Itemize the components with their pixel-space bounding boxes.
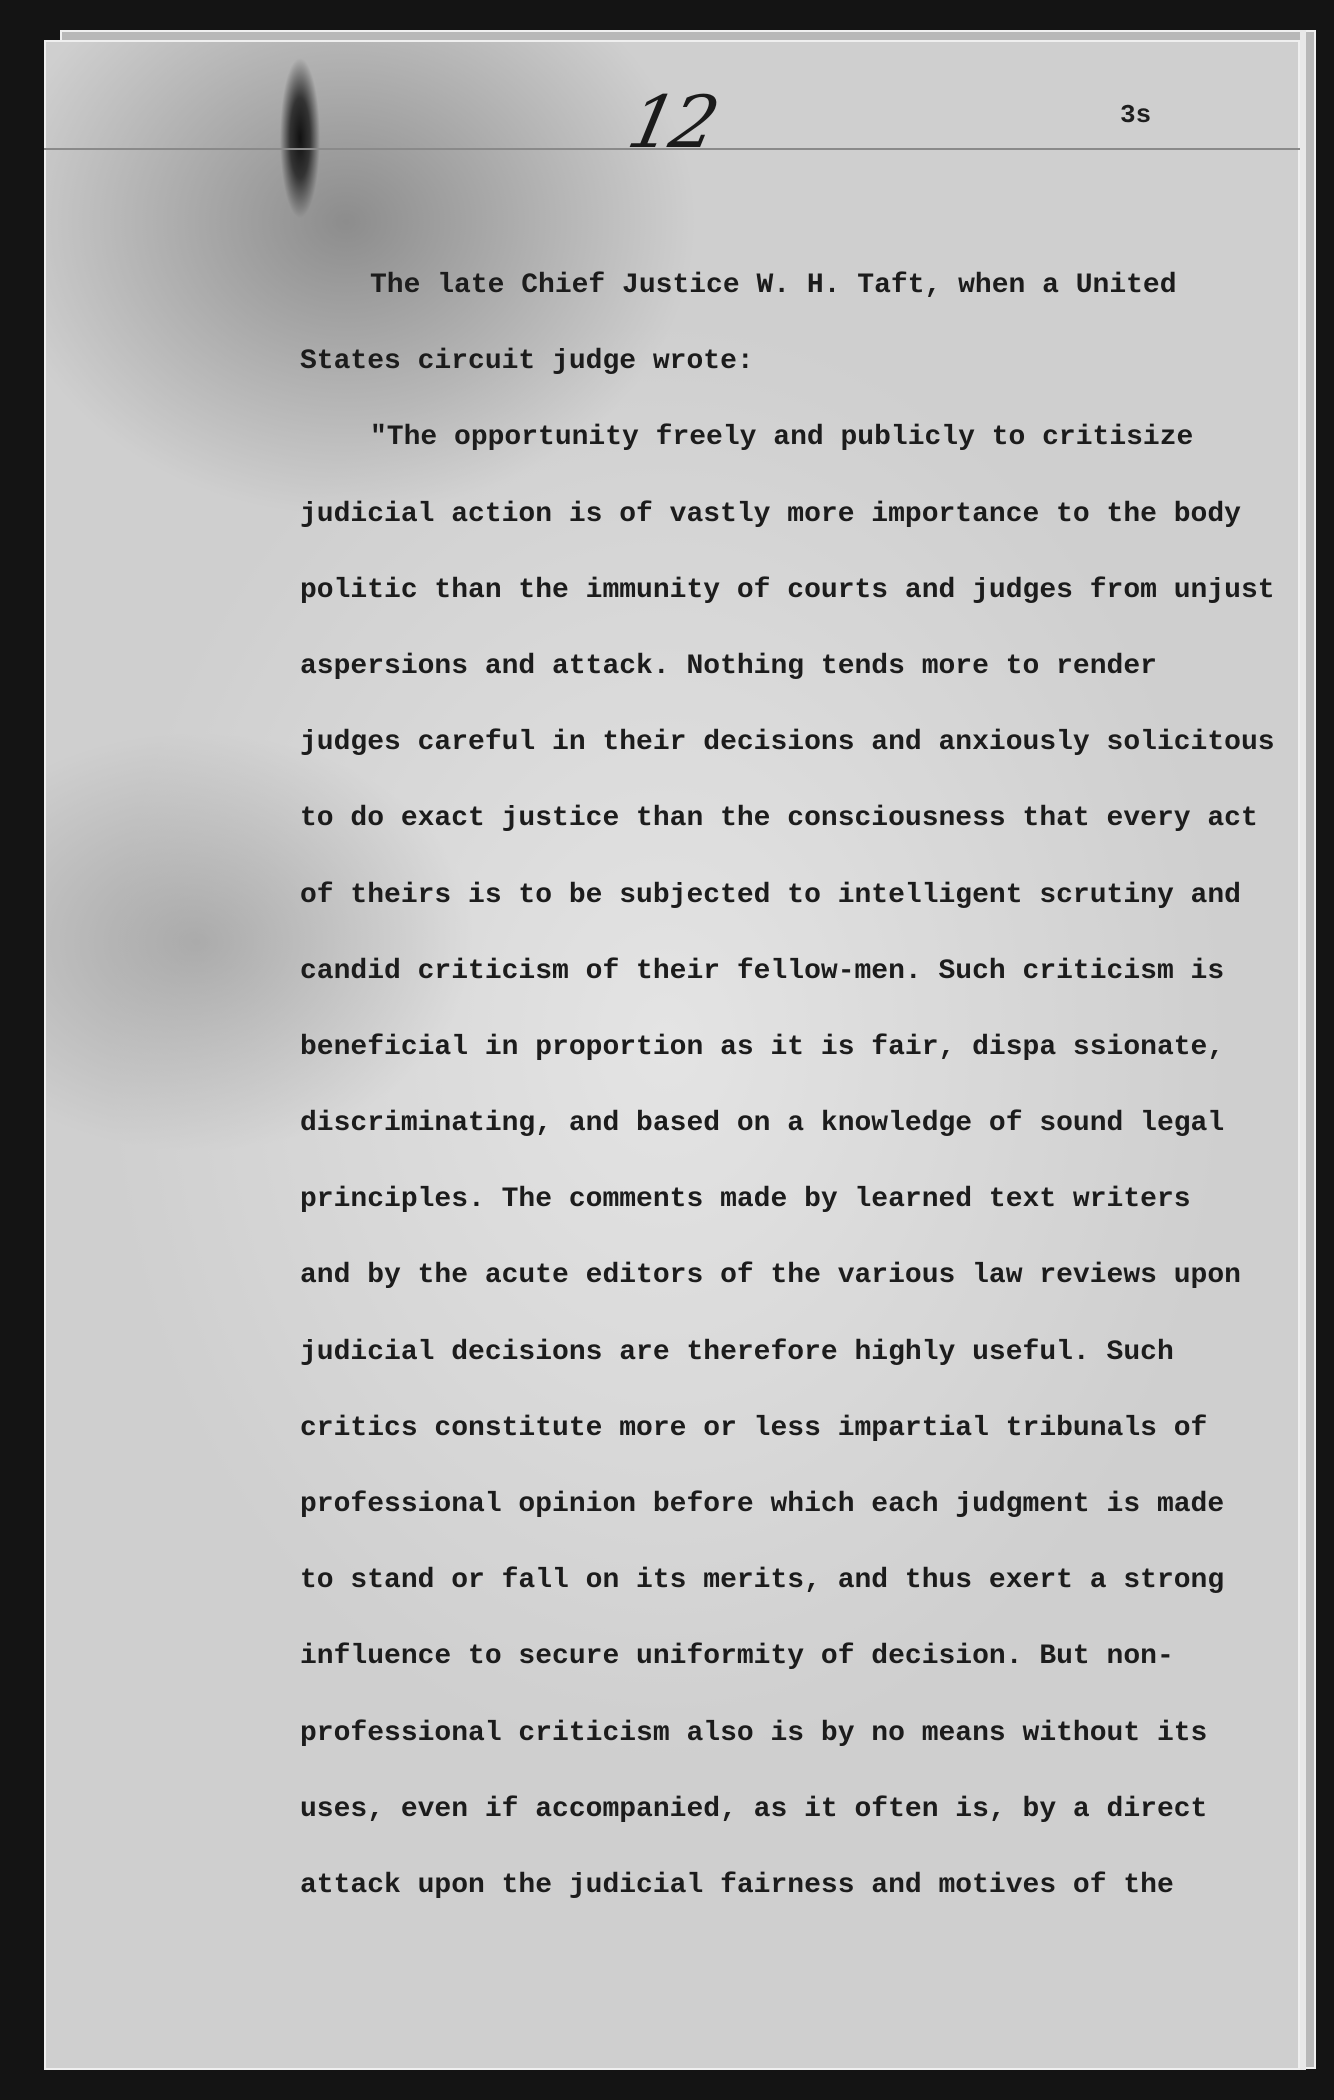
text-line: and by the acute editors of the various law reviews upon: [300, 1260, 1241, 1292]
sheet-edge: [1300, 30, 1306, 2070]
binding-stain: [270, 48, 330, 228]
text-line: attack upon the judicial fairness and motives of the: [300, 1869, 1174, 1901]
text-line: critics constitute more or less impartial tribunals of: [300, 1412, 1208, 1444]
text-line: The late Chief Justice W. H. Taft, when a United: [370, 270, 1177, 301]
text-line: judges careful in their decisions and anxiously solicitous: [300, 727, 1275, 759]
text-line: beneficial in proportion as it is fair, dispa ssionate,: [300, 1031, 1225, 1063]
text-line: politic than the immunity of courts and judges from unjust: [300, 574, 1275, 606]
handwritten-page-number: 12: [621, 80, 723, 164]
text-line: aspersions and attack. Nothing tends more to render: [300, 650, 1157, 682]
typewritten-body: [300, 248, 1275, 1924]
text-line: candid criticism of their fellow-men. Such criticism is: [300, 955, 1225, 987]
text-line: professional opinion before which each judgment is made: [300, 1489, 1225, 1520]
typed-page-number: 3s: [1120, 100, 1152, 130]
text-line: principles. The comments made by learned text writers: [300, 1184, 1191, 1216]
text-line: uses, even if accompanied, as it often is, by a direct: [300, 1793, 1208, 1825]
text-line: States circuit judge wrote:: [300, 346, 754, 378]
text-line: judicial decisions are therefore highly useful. Such: [300, 1336, 1174, 1368]
text-line: to stand or fall on its merits, and thus exert a strong: [300, 1565, 1225, 1597]
text-line: of theirs is to be subjected to intelligent scrutiny and: [300, 879, 1241, 911]
text-line: "The opportunity freely and publicly to critisize: [370, 422, 1194, 454]
text-line: to do exact justice than the consciousness that every act: [300, 803, 1258, 835]
text-line: professional criticism also is by no means without its: [300, 1717, 1208, 1749]
text-line: judicial action is of vastly more importance to the body: [300, 498, 1241, 530]
text-line: influence to secure uniformity of decision. But non-: [300, 1641, 1174, 1673]
text-line: discriminating, and based on a knowledge of sound legal: [300, 1108, 1225, 1140]
